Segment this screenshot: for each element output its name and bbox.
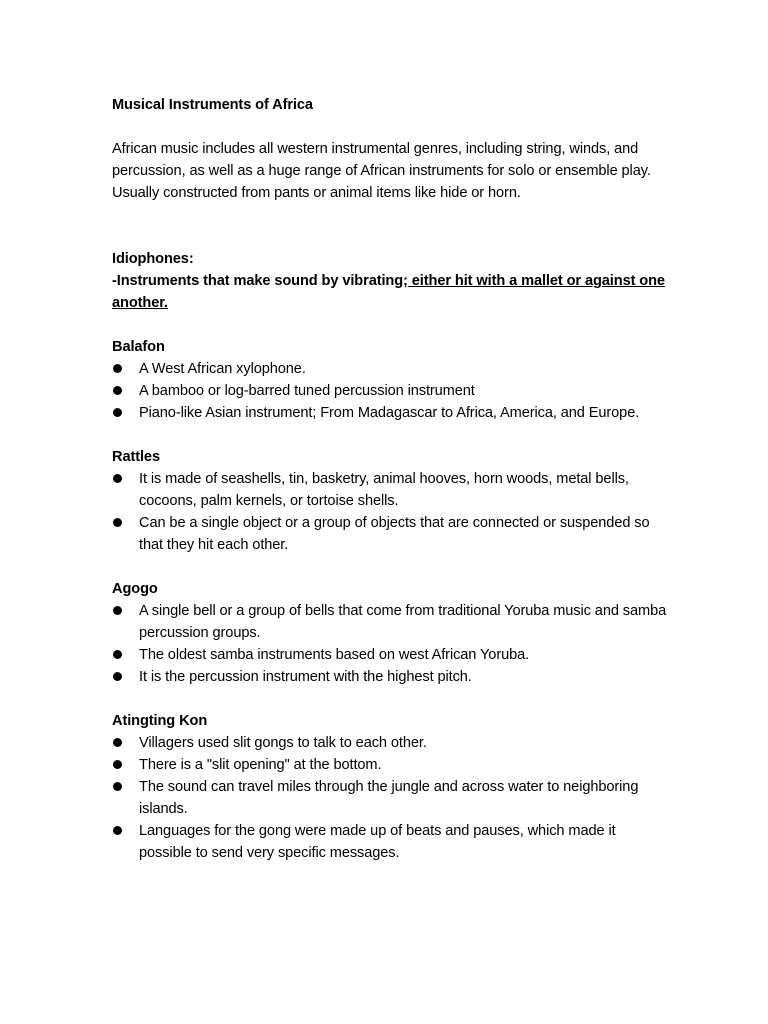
document-title: Musical Instruments of Africa xyxy=(112,97,313,113)
list-item-text: It is the percussion instrument with the highest pitch. xyxy=(139,669,472,685)
section-atingting-kon xyxy=(112,710,672,864)
bullet-icon xyxy=(113,738,122,747)
list-item xyxy=(112,644,672,666)
category-description xyxy=(112,270,672,314)
list-item-text: Piano-like Asian instrument; From Madagascar to Africa, America, and Europe. xyxy=(139,405,640,421)
list-item xyxy=(112,358,672,380)
list-item-text: Can be a single object or a group of objects that are connected or suspended so that they hit each other. xyxy=(139,515,650,553)
bullet-icon xyxy=(113,606,122,615)
list-item-text: A West African xylophone. xyxy=(139,361,306,377)
list-item xyxy=(112,468,672,512)
list-item xyxy=(112,732,672,754)
category-description-underlined: either hit with a mallet or against one another. xyxy=(112,273,665,311)
category-description-plain: -Instruments that make sound by vibrating; xyxy=(112,273,408,289)
bullet-icon xyxy=(113,650,122,659)
list-item-text: A single bell or a group of bells that come from traditional Yoruba music and samba percussion groups. xyxy=(139,603,667,641)
document-body xyxy=(112,94,672,864)
list-item xyxy=(112,820,672,864)
section-agogo xyxy=(112,578,672,688)
bullet-list xyxy=(112,600,672,688)
section-heading: Balafon xyxy=(112,339,165,355)
section-balafon xyxy=(112,336,672,424)
bullet-icon xyxy=(113,386,122,395)
bullet-icon xyxy=(113,760,122,769)
bullet-icon xyxy=(113,474,122,483)
list-item xyxy=(112,754,672,776)
list-item xyxy=(112,402,672,424)
list-item-text: Languages for the gong were made up of beats and pauses, which made it possible to send very specific messages. xyxy=(139,823,616,861)
intro-paragraph: African music includes all western instrumental genres, including string, winds, and percussion, as well as a huge range of African instruments for solo or ensemble play. Usually constructed from pants or animal items like hide or horn. xyxy=(112,141,651,201)
bullet-icon xyxy=(113,826,122,835)
idiophones-block xyxy=(112,248,672,314)
bullet-icon xyxy=(113,672,122,681)
list-item-text: There is a "slit opening" at the bottom. xyxy=(139,757,382,773)
list-item-text: It is made of seashells, tin, basketry, animal hooves, horn woods, metal bells, cocoons, palm kernels, or tortoise shells. xyxy=(139,471,629,509)
list-item xyxy=(112,776,672,820)
bullet-icon xyxy=(113,364,122,373)
bullet-icon xyxy=(113,782,122,791)
list-item-text: A bamboo or log-barred tuned percussion instrument xyxy=(139,383,475,399)
list-item-text: Villagers used slit gongs to talk to each other. xyxy=(139,735,427,751)
list-item xyxy=(112,666,672,688)
list-item-text: The sound can travel miles through the jungle and across water to neighboring islands. xyxy=(139,779,639,817)
section-heading: Atingting Kon xyxy=(112,713,208,729)
bullet-list xyxy=(112,732,672,864)
section-rattles xyxy=(112,446,672,556)
list-item xyxy=(112,512,672,556)
bullet-list xyxy=(112,468,672,556)
bullet-icon xyxy=(113,518,122,527)
section-heading: Agogo xyxy=(112,581,158,597)
list-item xyxy=(112,600,672,644)
bullet-list xyxy=(112,358,672,424)
list-item xyxy=(112,380,672,402)
bullet-icon xyxy=(113,408,122,417)
list-item-text: The oldest samba instruments based on west African Yoruba. xyxy=(139,647,530,663)
category-heading: Idiophones: xyxy=(112,251,194,267)
section-heading: Rattles xyxy=(112,449,160,465)
